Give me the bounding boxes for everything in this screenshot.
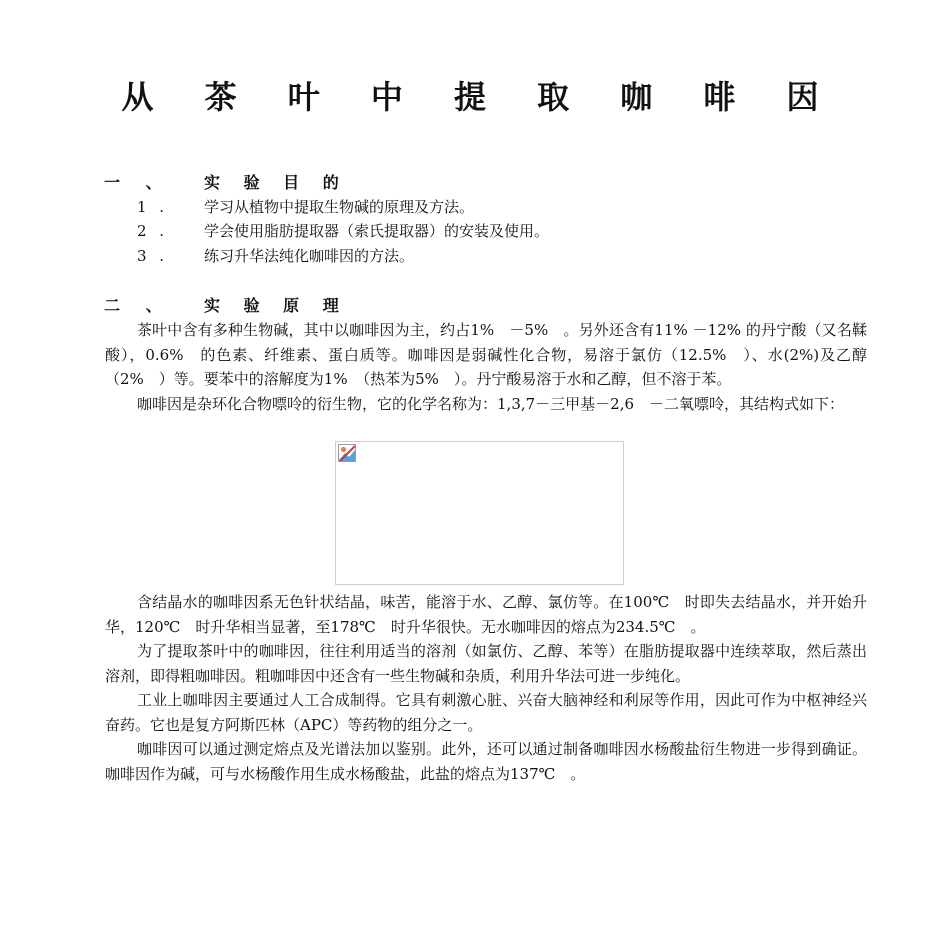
list-item-index: 3 .: [137, 247, 169, 265]
section-title: 实 验 目 的: [204, 173, 348, 192]
section-number: 一 、: [104, 173, 172, 192]
list-item-index: 1 .: [137, 198, 169, 216]
section-number: 二 、: [104, 296, 172, 315]
list-item-text: 学会使用脂肪提取器（索氏提取器）的安装及使用。: [204, 222, 550, 240]
section-title: 实 验 原 理: [204, 296, 348, 315]
paragraph-alkaloids: 茶叶中含有多种生物碱，其中以咖啡因为主，约占1% －5% 。另外还含有11% －12% 的丹宁酸（又名鞣酸），0.6% 的色素、纤维素、蛋白质等。咖啡因是弱碱性化合物，易溶于氯仿（12.5% ）、水(2%)及乙醇（2% ）等。要苯中的溶解度为1% （热苯为5% ）。丹宁酸易溶于水和乙醇，但不溶于苯。: [105, 321, 867, 388]
section-heading-principle: [104, 295, 348, 317]
paragraph-chemical-name: 咖啡因是杂环化合物嘌呤的衍生物，它的化学名称为：1,3,7－三甲基－2,6 －二氧嘌呤，其结构式如下：: [137, 395, 845, 413]
list-item-text: 练习升华法纯化咖啡因的方法。: [204, 247, 415, 265]
list-item: [137, 220, 549, 242]
paragraph-extraction: 为了提取茶叶中的咖啡因，往往利用适当的溶剂（如氯仿、乙醇、苯等）在脂肪提取器中连续萃取，然后蒸出溶剂，即得粗咖啡因。粗咖啡因中还含有一些生物碱和杂质，利用升华法可进一步纯化。: [105, 642, 867, 685]
paragraph-industry: 工业上咖啡因主要通过人工合成制得。它具有刺激心脏、兴奋大脑神经和利尿等作用，因此可作为中枢神经兴奋药。它也是复方阿斯匹林（APC）等药物的组分之一。: [105, 691, 867, 734]
section-heading-purpose: [104, 172, 348, 194]
broken-image-icon: [338, 444, 356, 462]
structure-figure-placeholder: [335, 441, 624, 585]
paragraph-properties: 含结晶水的咖啡因系无色针状结晶，味苦，能溶于水、乙醇、氯仿等。在100℃ 时即失去结晶水，并开始升华，120℃ 时升华相当显著，至178℃ 时升华很快。无水咖啡因的熔点为234.5℃ 。: [105, 593, 867, 636]
list-item-text: 学习从植物中提取生物碱的原理及方法。: [204, 198, 475, 216]
paragraph-identification: 咖啡因可以通过测定熔点及光谱法加以鉴别。此外，还可以通过制备咖啡因水杨酸盐衍生物进一步得到确证。咖啡因作为碱，可与水杨酸作用生成水杨酸盐，此盐的熔点为137℃ 。: [105, 740, 867, 783]
list-item: [137, 196, 474, 218]
document-title: 从 茶 叶 中 提 取 咖 啡 因: [121, 78, 839, 116]
list-item: [137, 245, 414, 267]
list-item-index: 2 .: [137, 222, 169, 240]
